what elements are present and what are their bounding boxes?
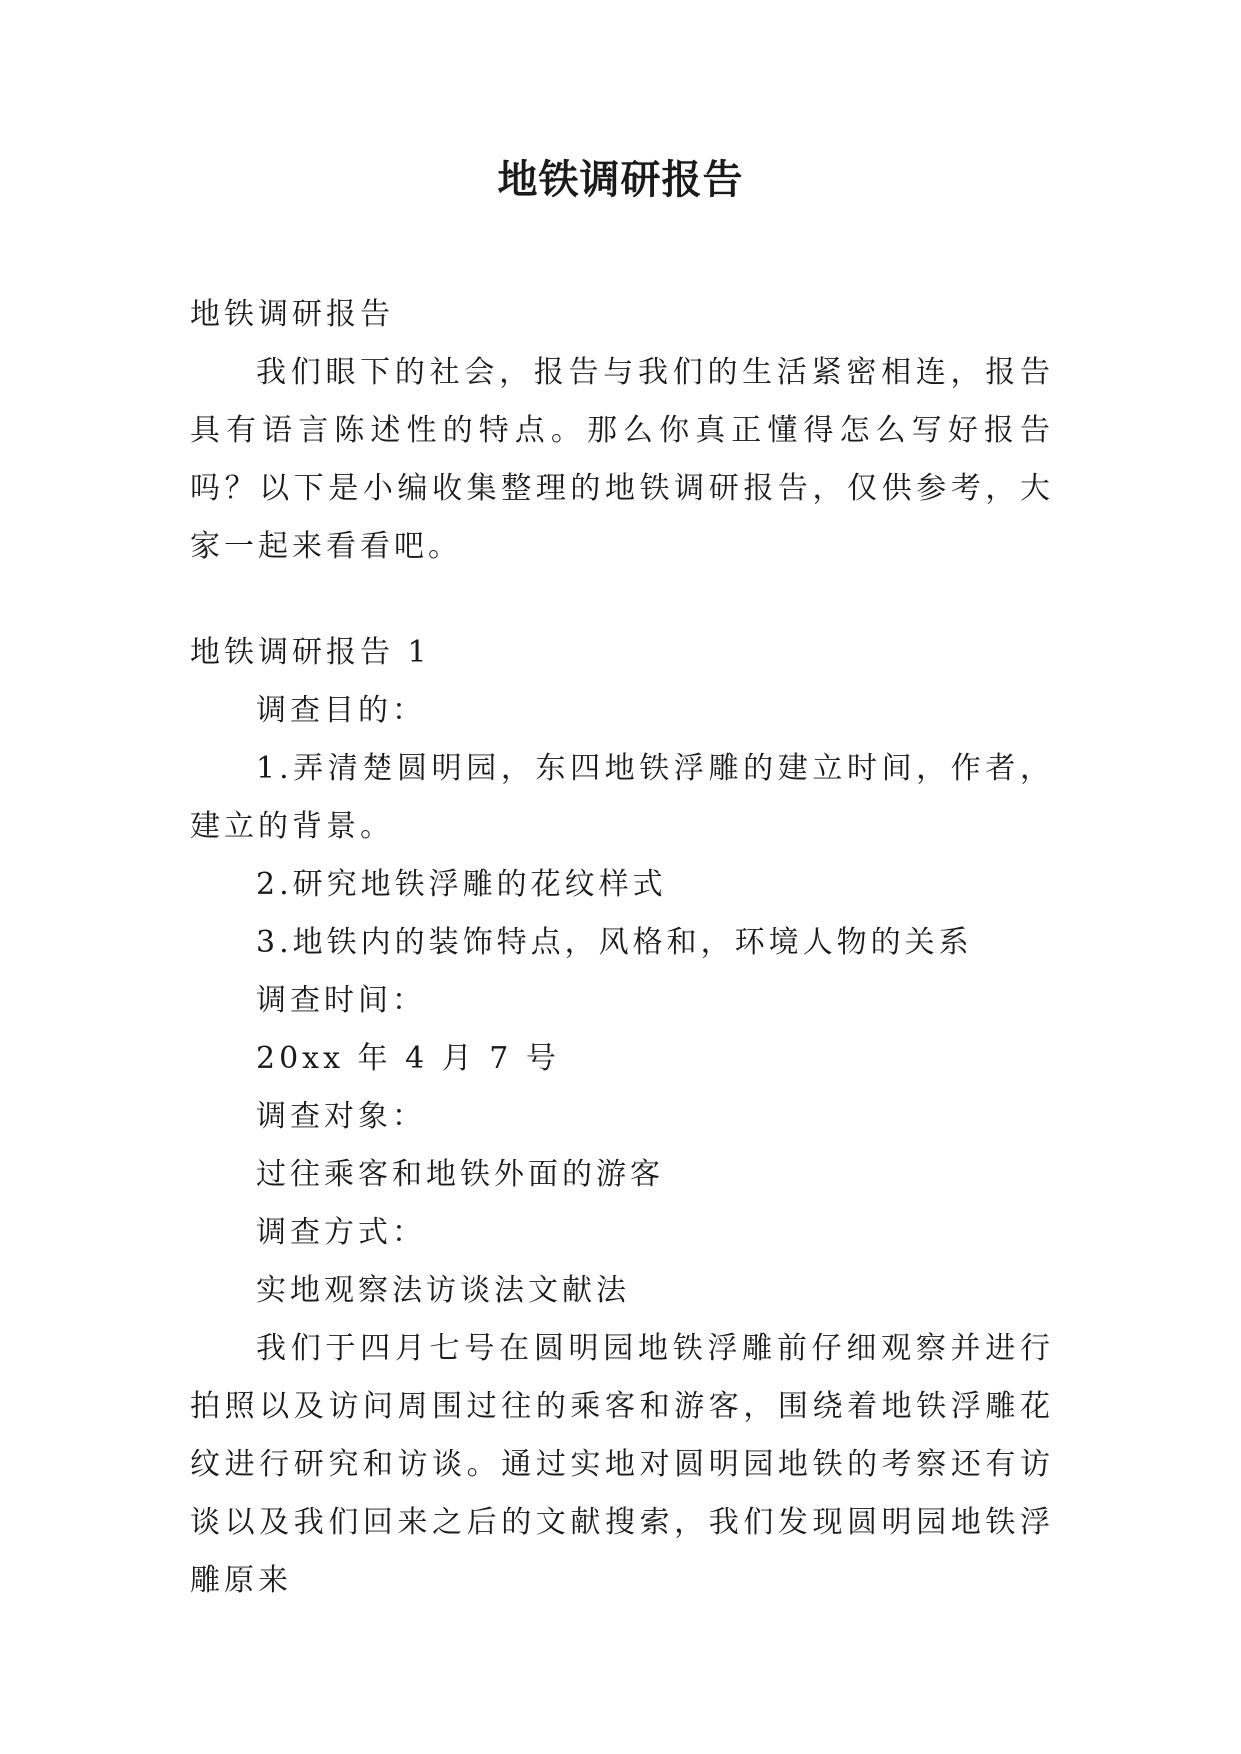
- section-heading: 地铁调研报告 1: [190, 635, 431, 670]
- intro-heading: 地铁调研报告: [190, 297, 394, 332]
- purpose-item-1: 1.弄清楚圆明园，东四地铁浮雕的建立时间，作者，建立的背景。: [190, 751, 1054, 844]
- purpose-item-2: 2.研究地铁浮雕的花纹样式: [256, 867, 667, 902]
- object-label: 调查对象：: [256, 1099, 426, 1134]
- time-label: 调查时间：: [256, 983, 426, 1018]
- purpose-item-3: 3.地铁内的装饰特点，风格和，环境人物的关系: [256, 925, 973, 960]
- body-paragraph: 我们于四月七号在圆明园地铁浮雕前仔细观察并进行拍照以及访问周围过往的乘客和游客，围绕着地铁浮雕花纹进行研究和访谈。通过实地对圆明园地铁的考察还有访谈以及我们回来之后的文献搜索，我们发现圆明园地铁浮雕原来: [190, 1331, 1054, 1598]
- time-value: 20xx 年 4 月 7 号: [256, 1041, 560, 1076]
- section-spacer: [190, 576, 1054, 624]
- document-title: 地铁调研报告: [497, 157, 744, 203]
- method-value: 实地观察法访谈法文献法: [256, 1273, 630, 1308]
- object-value: 过往乘客和地铁外面的游客: [256, 1157, 664, 1192]
- purpose-label: 调查目的：: [256, 693, 426, 728]
- intro-paragraph: 我们眼下的社会，报告与我们的生活紧密相连，报告具有语言陈述性的特点。那么你真正懂得怎么写好报告吗？以下是小编收集整理的地铁调研报告，仅供参考，大家一起来看看吧。: [190, 355, 1054, 564]
- document-body: [190, 286, 1054, 1610]
- method-label: 调查方式：: [256, 1215, 426, 1250]
